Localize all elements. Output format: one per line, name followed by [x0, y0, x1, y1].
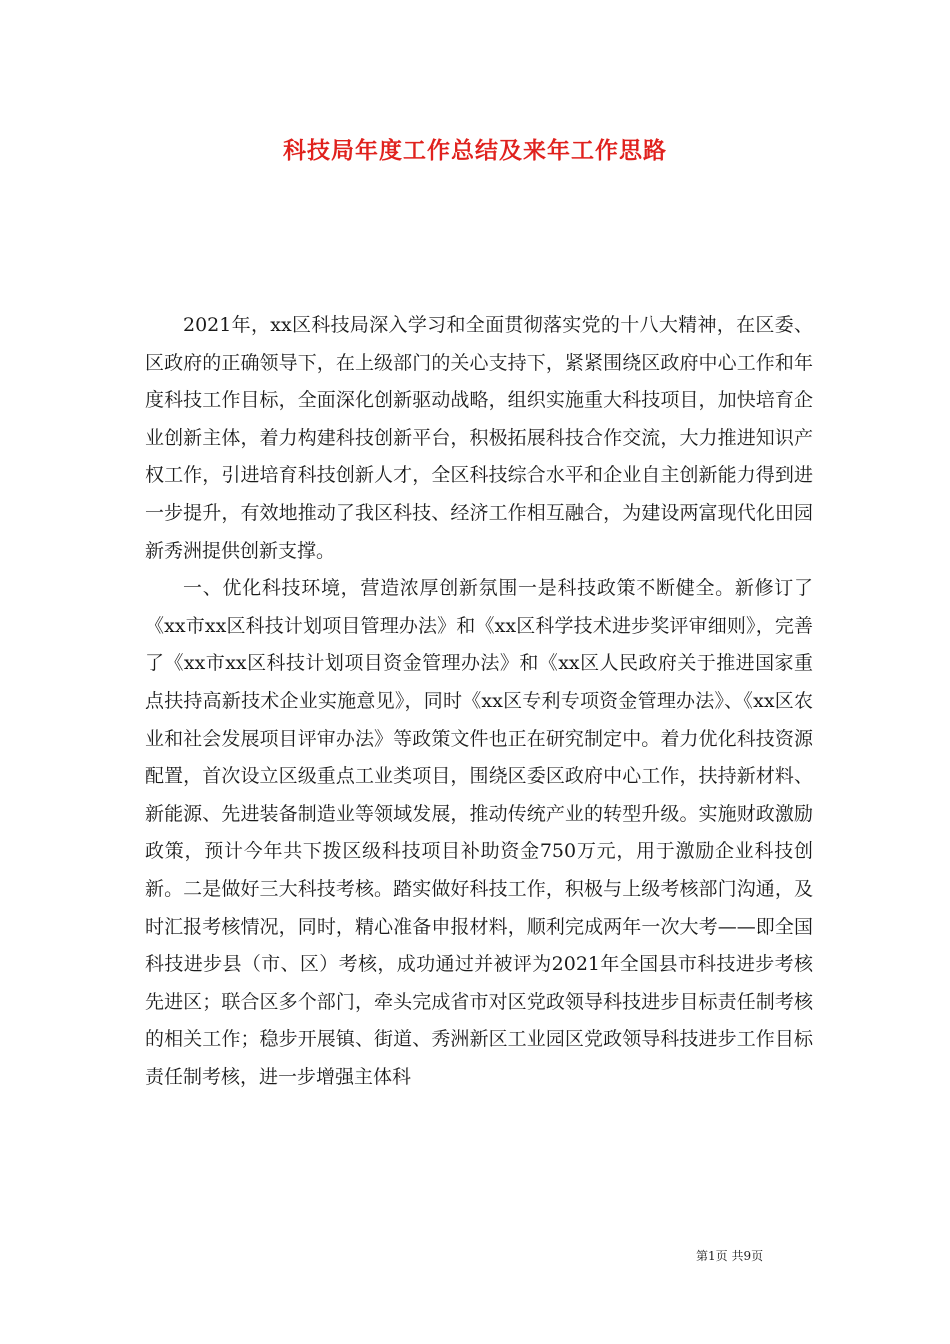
paragraph-section-one: 一、优化科技环境，营造浓厚创新氛围一是科技政策不断健全。新修订了《xx市xx区科技计划项目管理办法》和《xx区科学技术进步奖评审细则》，完善了《xx市xx区科技计划项目资金管理办法》和《xx区人民政府关于推进国家重点扶持高新技术企业实施意见》，同时《xx区专利专项资金管理办法》、《xx区农业和社会发展项目评审办法》等政策文件也正在研究制定中。着力优化科技资源配置，首次设立区级重点工业类项目，围绕区委区政府中心工作，扶持新材料、新能源、先进装备制造业等领域发展，推动传统产业的转型升级。实施财政激励政策，预计今年共下拨区级科技项目补助资金750万元，用于激励企业科技创新。二是做好三大科技考核。踏实做好科技工作，积极与上级考核部门沟通，及时汇报考核情况，同时，精心准备申报材料，顺利完成两年一次大考——即全国科技进步县（市、区）考核，成功通过并被评为2021年全国县市科技进步考核先进区；联合区多个部门，牵头完成省市对区党政领导科技进步目标责任制考核的相关工作；稳步开展镇、街道、秀洲新区工业园区党政领导科技进步工作目标责任制考核，进一步增强主体科 [145, 577, 813, 1088]
document-body [145, 307, 813, 1096]
page-number: 第1页 共9页 [696, 1249, 764, 1263]
paragraph-intro: 2021年，xx区科技局深入学习和全面贯彻落实党的十八大精神，在区委、区政府的正确领导下，在上级部门的关心支持下，紧紧围绕区政府中心工作和年度科技工作目标，全面深化创新驱动战略，组织实施重大科技项目，加快培育企业创新主体，着力构建科技创新平台，积极拓展科技合作交流，大力推进知识产权工作，引进培育科技创新人才，全区科技综合水平和企业自主创新能力得到进一步提升，有效地推动了我区科技、经济工作相互融合，为建设两富现代化田园新秀洲提供创新支撑。 [145, 314, 813, 562]
document-title: 科技局年度工作总结及来年工作思路 [283, 137, 667, 164]
